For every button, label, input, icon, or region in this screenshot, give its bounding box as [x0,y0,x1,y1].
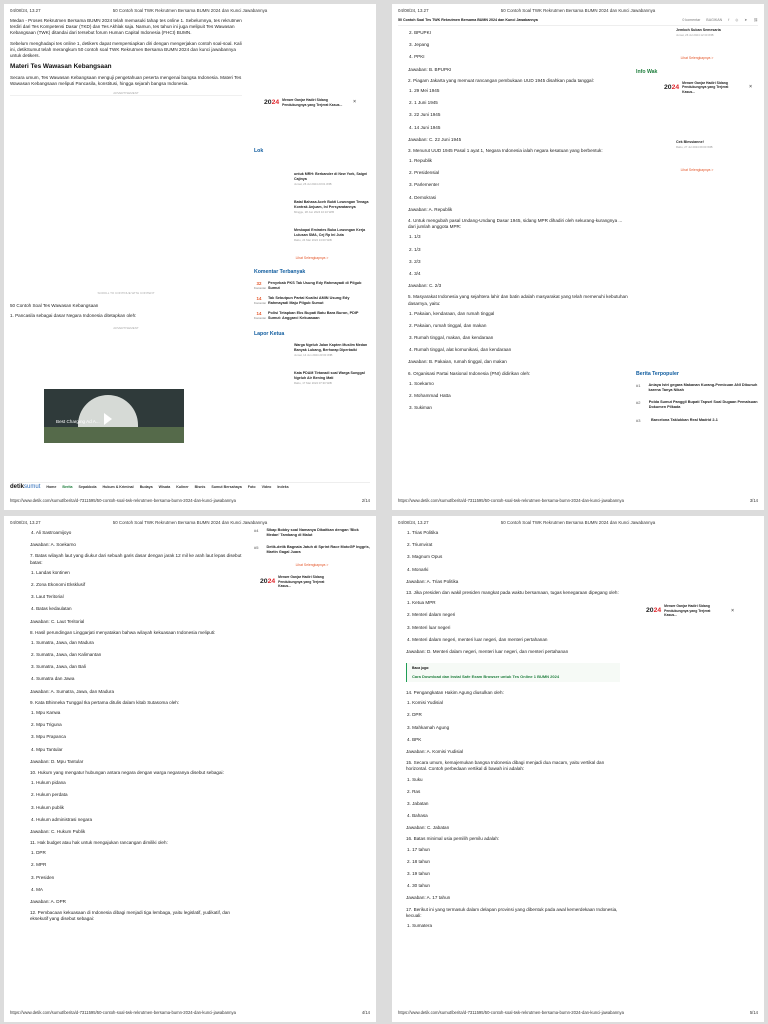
answer-option: 3. Jepang [409,42,430,48]
question-text: 10. Hukum yang mengatur hubungan antara negara dengan warga negaranya disebut sebagai: [30,769,224,775]
sidebar-news-item[interactable] [636,140,758,162]
answer-option: 2. DPR [407,712,422,718]
comment-rank-item[interactable] [254,311,370,321]
sidebar-news-item[interactable] [254,228,370,250]
page-footer [398,1010,758,1018]
read-also-label: Baca juga: [412,666,430,671]
thumbnail [254,228,290,250]
close-icon[interactable]: × [731,607,735,614]
video-caption: Best Charging Ad A... [56,419,100,424]
article-column [406,530,620,935]
page-number: 2/14 [361,498,370,503]
answer-option: 1. Komisi Yudisial [407,700,443,706]
banner-text: Menwe Ganjar Hadiri Sidang Pendukungnya yang Terjerat Kasus... [278,575,325,589]
comment-count: 14 [256,311,262,317]
site-logo[interactable]: detiksumut [10,484,41,491]
nav-item-berita[interactable]: Berita [62,485,73,490]
print-url: https://www.detik.com/sumut/berita/d-7311595/50-contoh-soal-twk-rekrutmen-bersama-bumn-2024-dan-kunci-jawabannya [10,1010,236,1015]
answer-text: Jawaban: A. Sumatra, Jawa, dan Madura [30,688,115,694]
article-column [408,30,628,417]
answer-option: 4. Ali Sastroamijoyo [31,530,72,535]
page-number: 3/14 [749,498,758,503]
nav-item-hukum[interactable]: Hukum & Kriminal [102,485,134,490]
ad-banner[interactable] [260,575,370,589]
pdf-page-4 [4,516,376,1022]
popular-title: Polda Sumut Panggil Bupati Tapsel Soal Dugaan Pemalsuan Dokumen Pilkada [648,400,758,410]
page-footer [10,498,370,506]
print-date: 04/08/24, 13.27 [398,520,429,525]
telegram-icon[interactable]: ➤ [744,18,748,23]
answer-option: 4. Demokrasi [409,194,437,200]
close-icon[interactable]: × [353,99,357,106]
print-title: 50 Contoh Soal TWK Rekrutmen Bersama BUMN 2024 dan Kunci Jawabannya [500,520,656,525]
news-date: Jumat, 26 Jul 2024 23:01 WIB [294,181,332,186]
ad-banner[interactable] [664,81,758,95]
answer-option: 4. 30 tahun [407,883,430,889]
sidebar-news-item[interactable] [254,172,370,194]
thumbnail [254,172,290,194]
sidebar-news-item[interactable] [254,343,370,365]
answer-option: 4. BPK [407,736,422,742]
pdf-page-5 [392,516,764,1022]
popular-item[interactable] [636,383,758,393]
question-text: 4. Untuk mengubah pasal Undang-Undang Dasar 1945, sidang MPR dihadiri oleh sekurang-kurangnya ... dari jumlah anggota MPR: [408,218,623,230]
page-number: 5/14 [749,1010,758,1015]
print-url: https://www.detik.com/sumut/berita/d-7311595/50-contoh-soal-twk-rekrutmen-bersama-bumn-2024-dan-kunci-jawabannya [10,498,236,503]
nav-item-wisata[interactable]: Wisata [158,485,171,490]
comment-count: 32 [256,280,262,286]
popular-item[interactable] [254,528,370,538]
nav-item-foto[interactable]: Foto [247,485,256,490]
nav-item-bisnis[interactable]: Bisnis [194,485,206,490]
video-player[interactable] [44,389,184,443]
comment-label: Komentar [254,317,267,321]
answer-option: 3. Rumah tinggal, makan, dan kendaraan [409,335,494,341]
print-title: 50 Contoh Soal TWK Rekrutmen Bersama BUMN 2024 dan Kunci Jawabannya [500,8,656,13]
answer-option: 1. Ketua MPR [407,600,436,606]
answer-option: 2. 1/3 [409,246,421,252]
page-footer [10,1010,370,1018]
read-also-box[interactable] [406,663,620,682]
answer-option: 2. Ras [407,788,421,794]
thumbnail [254,371,290,393]
answer-option: 1. Landas kontinen [31,569,70,575]
ad-label: ADVERTISEMENT [113,91,139,96]
question-text: 11. Hak budget atau hak untuk mengajukan rancangan dimiliki oleh: [30,840,168,846]
question-text: 17. Berikut ini yang termasuk dalam delapan provinsi yang dibentuk pada awal kemerdekaan Indonesia, kecuali: [406,906,618,918]
intro-paragraph-2: Sebelum menghadapi tes online 1, detikers dapat mempersiapkan diri dengan mengerjakan contoh soal-soal. Kali ini, detikSumut telah merangkum 50 contoh soal TWK Rekrutmen Bersama BUMN 2024 dan kunci jawabannya untuk detikers. [10,40,242,58]
see-more-link[interactable]: Lihat Selengkapnya > [295,562,329,567]
answer-option: 3. Parlementer [409,182,440,188]
question-text: 15. Secara umum, kemajemukan bangsa Indonesia dibagi menjadi dua macam, yaitu vertikal dan horizontal. Contoh perbedaan vertikal di bawah ini adalah: [406,760,605,772]
question-text: 14. Pengangkatan Hakim Agung diusulkan oleh: [406,690,504,696]
answer-option: 1. Hukum pidana [31,780,66,786]
print-title: 50 Contoh Soal TWK Rekrutmen Bersama BUMN 2024 dan Kunci Jawabannya [112,520,268,525]
sidebar-heading-info: Info Wak [636,68,658,75]
nav-item-sumut-bersahaya[interactable]: Sumut Bersahaya [211,485,242,490]
answer-text: Jawaban: C. Hukum Publik [30,828,86,834]
read-also-link[interactable]: Cara Download dan Instal Safe Exam Browser untuk Tes Online 1 BUMN 2024 [412,673,560,679]
answer-option: 3. 2/3 [409,258,421,264]
article-column [30,530,242,927]
answer-option: 1. Mpu Kanwa [31,710,61,715]
news-title: Warga Ngeluh Jalan Kapten Muslim Medan Banyak Lubang, Berharap Diperbaiki [294,343,368,353]
answer-option: 4. Hukum administrasi negara [31,816,93,822]
answer-option: 3. 19 tahun [407,871,430,877]
answer-option: 3. Mahkamah Agung [407,724,450,730]
popular-title: Barcelona Taklukkan Real Madrid 2-1 [651,417,718,422]
answer-option: 2. MPR [31,862,47,868]
question-text: 7. Batas wilayah laut yang diukur dari sebuah garis dasar dengan jarak 12 mil ke arah laut lepas disebut batas: [30,553,242,565]
print-date: 04/08/24, 13.27 [10,8,41,13]
answer-option: 3. 22 Juni 1945 [409,112,441,118]
answer-text: Jawaban: C. 22 Juni 1945 [408,136,462,142]
print-date: 04/08/24, 13.27 [10,520,41,525]
answer-option: 3. Sumatra, Jawa, dan Bali [31,664,86,670]
see-more-link[interactable]: Lihat Selengkapnya > [680,168,714,173]
popular-item[interactable] [636,400,758,410]
anniversary-logo: 2024 [260,578,276,586]
nav-item-sepakbola[interactable]: Sepakbola [78,485,97,490]
answer-option: 1. 1/3 [409,234,421,240]
ad-banner[interactable] [264,98,356,107]
thumbnail [254,343,290,365]
popular-title: Detik-detik Bagnaia Jatuh di Sprint Race MotoGP Inggris, Martin Gagal Juara [266,545,370,555]
answer-text: Jawaban: A. 17 tahun [406,895,451,901]
answer-text: Jawaban: C. 2/3 [408,283,442,289]
answer-option: 2. Sumatra, Jawa, dan Kalimantan [31,652,102,658]
sidebar-news-item[interactable] [636,28,758,50]
answer-option: 4. Bahasa [407,813,428,819]
question-text: 13. Jika presiden dan wakil presiden mangkat pada waktu bersamaan, tugas kenegaraan dipegang oleh: [406,589,619,595]
sidebar-heading-komentar: Komentar Terbanyak [254,268,306,275]
comment-count-link[interactable]: 0 komentar [682,18,701,23]
answer-option: 1. DPR [31,850,46,856]
banner-text: Menwe Ganjar Hadiri Sidang Pendukungnya yang Terjerat Kasus... [664,604,711,618]
news-title: Cek Blessianne! [676,140,704,145]
pdf-page-3 [392,4,764,510]
page-header [10,520,370,528]
whatsapp-icon[interactable]: ◎ [735,18,739,23]
comment-rank-item[interactable] [254,281,370,291]
answer-option: 2. BPUPKI [409,30,431,35]
ad-label-2: ADVERTISEMENT [113,325,139,330]
answer-text: Jawaban: A. DPR [30,899,67,904]
ad-continue-label: SCROLL TO CONTINUE WITH CONTENT [97,291,155,296]
ad-banner[interactable] [646,604,734,618]
question-text: 5. Masyarakat Indonesia yang sejahtera lahir dan batin adalah masyarakat yang telah memenuhi kebutuhan dasarnya, yaitu: [408,294,628,306]
answer-option: 3. Presiden [31,874,55,880]
answer-text: Jawaban: C. Jabatan [406,825,450,831]
comment-rank-title: Tak Sebutpun Partai Koalisi AMIN Usung Edy Rahmayadi Maju Pilgub Sumut [268,295,350,305]
answer-option: 4. Batas kedaulatan [31,606,72,612]
page-header [10,8,370,16]
news-title: Jemboh Suban Semesaria [676,28,721,32]
answer-option: 4. Monarki [407,566,429,572]
question-text: 12. Pembacaan kekuasaan di Indonesia dibagi menjadi tiga lembaga, yaitu legislatif, yudikatif, dan eksekutif yang disebut sebagai: [30,910,230,922]
answer-option: 4. Menteri dalam negeri, menteri luar negeri, dan menteri pertahanan [407,636,548,642]
print-url: https://www.detik.com/sumut/berita/d-7311595/50-contoh-soal-twk-rekrutmen-bersama-bumn-2024-dan-kunci-jawabannya [398,1010,624,1015]
answer-text: Jawaban: A. Trias Politika [406,578,459,584]
popular-title: Sikap Bobby soal Namanya Dikaitkan dengan 'Blok Medan' Tambang di Malut [266,528,359,538]
answer-option: 2. Menteri dalam negeri [407,612,456,618]
comment-label: Komentar [254,286,267,290]
see-more-link[interactable]: Lihat Selengkapnya > [295,256,329,261]
answer-option: 3. Hukum publik [31,804,64,810]
answer-text: Jawaban: A. Republik [408,206,453,212]
answer-option: 1. 17 tahun [407,846,430,852]
answer-text: Jawaban: A. Soekarno [30,542,76,548]
answer-text: Jawaban: C. Laut Teritorial [30,618,85,624]
intro-paragraph-1: Medan - Proses Rekrutmen Bersama BUMN 2024 telah memasuki tahap tes online 1. Sebelumnya, tes rekrutmen terdiri dari Tes Kompetensi Dasar (TKD) dan Tes Akhlak saja. Namun, tes tahun ini juga melipuit Tes Wawasan Kebangsaan (TWK) ditandai dari tersebut forum Human Capital Indonesia (FHCI) BUMN. [10,18,242,36]
news-title: untuk MRH: Berbander di New York, Saigni Cajinya [294,172,368,181]
answer-option: 3. Laut Teritorial [31,594,64,600]
comment-rank-item[interactable] [254,296,370,306]
page-number: 4/14 [361,1010,370,1015]
sidebar [254,144,370,399]
banner-text: Menwe Ganjar Hadiri Sidang Pendukungnya yang Terjerat Kasus... [282,98,343,107]
answer-option: 4. MA [31,886,43,892]
question-text: 3. Menurut UUD 1945 Pasal 1 ayat 1, Negara Indonesia ialah negara kesatuan yang berbentuk: [408,147,603,153]
site-navbar [10,482,370,492]
comment-rank-title: Penyebab PKS Tak Usung Edy Rahmayadi di Pilgub Sumut [268,280,362,290]
answer-option: 3. Mpu Prapanca [31,734,66,740]
article-column [10,18,242,330]
see-more-link[interactable]: Lihat Selengkapnya > [680,56,714,60]
answer-text: Jawaban: B. Pakaian, rumah tinggal, dan makan [408,359,507,365]
news-title: Batal Bahasa Aceh Bukti Lowongan Tenaga Kontrak Anjuam, Ini Persyaratannya [294,200,369,209]
answer-text: Jawaban: D. Menteri dalam negeri, menteri luar negeri, dan menteri pertahanan [406,648,569,654]
answer-option: 2. Hukum perdata [31,792,68,798]
sidebar-heading-popular: Berita Terpopuler [636,370,679,377]
sidebar-news-item[interactable] [254,200,370,222]
nav-item-home[interactable]: Home [46,485,57,490]
answer-option: 3. Sukiman [409,405,432,411]
news-title: Kata PDAM Tirtanadi soal Warga Sunggal Ngeluh Air Bening Mati [294,371,365,381]
news-date: Rabu, 17 Mar 2024 07:30 WIB [294,381,332,386]
print-url: https://www.detik.com/sumut/berita/d-7311595/50-contoh-soal-twk-rekrutmen-bersama-bumn-2024-dan-kunci-jawabannya [398,498,624,503]
comment-label: Komentar [254,301,267,305]
thumbnail [636,28,672,50]
question-1: 1. Pancasila sebagai dasar Negara Indonesia ditetapkan oleh: [10,313,137,319]
play-icon[interactable] [104,413,112,425]
answer-option: 1. Suku [407,776,423,782]
ad-space [10,95,242,291]
page-footer [398,498,758,506]
news-date: Jumat, 14 Jun 2024 23:00 WIB [294,353,333,358]
nav-item-budaya[interactable]: Budaya [139,485,153,490]
page-header [398,8,758,16]
answer-option: 4. Rumah tinggal, alat komunikasi, dan kendaraan [409,347,512,353]
answer-option: 4. 14 Juni 1945 [409,124,441,130]
question-text: 8. Hasil perundingan Linggarjati menyatakan bahwa wilayah kekuasaan Indonesia meliputi: [30,629,216,635]
question-text: 9. Kata Bhinneka Tunggal Ika pertama ditulis dalam kitab Sutasoma oleh: [30,699,180,705]
answer-option: 1. Republik [409,158,432,164]
answer-option: 2. 18 tahun [407,858,430,864]
sticky-article-bar [398,16,758,26]
answer-text: Jawaban: D. Mpu Tantular [30,758,84,764]
banner-text: Menwe Ganjar Hadiri Sidang Pendukungnya yang Terjerat Kasus... [682,80,729,94]
sidebar [254,528,370,589]
close-icon[interactable]: × [749,84,753,91]
answer-option: 4. Sumatra dan Jawa [31,676,75,682]
answer-option: 4. 3/4 [409,270,421,276]
print-date: 04/08/24, 13.27 [398,8,429,13]
answer-option: 1. Trias Politika [407,530,439,535]
thumbnail [254,200,290,222]
thumbnail [636,140,672,162]
answer-option: 2. Zona Ekonomi Eksklusif [31,581,86,587]
popular-title: Aniaya Istri gegara Makanan Kurang-Pemicuan ANI Dibunuh karena Tanya Nikah [648,383,758,393]
answer-option: 2. Triumvirat [407,542,433,548]
answer-option: 4. PPKI [409,54,425,60]
answer-text: Jawaban: B. BPUPKI [408,66,452,72]
comment-count: 14 [256,295,262,301]
video-thumbnail-ground [44,427,184,443]
answer-option: 1. Sumatera [407,922,433,928]
popular-rank: #3 [636,417,641,423]
nav-item-kuliner[interactable]: Kuliner [176,485,189,490]
answer-option: 2. 1 Juni 1945 [409,100,438,106]
answer-option: 3. Jabatan [407,800,429,806]
link-icon[interactable]: ⛓ [753,18,758,23]
news-date: Minggu, 28 Jun 2024 10:10 WIB [294,209,334,214]
nav-item-video[interactable]: Video [261,485,272,490]
answer-text: Jawaban: A. Komisi Yudisial [406,748,464,754]
popular-rank: #4 [254,528,259,533]
question-text: 16. Batas minimal usia pemilih pemilu adalah: [406,836,500,842]
sidebar-heading-lok: Lok [254,148,264,154]
answer-option: 1. Pakaian, kendaraan, dan rumah tinggal [409,310,495,316]
sticky-title: 50 Contoh Soal Tes TWK Rekrutmen Bersama BUMN 2024 dan Kunci Jawabannya [398,18,538,23]
answer-option: 2. Mpu Triguna [31,722,62,728]
answer-option: 1. Soekarno [409,380,434,386]
news-date: Jumat, 26 Jul 2024 12:30 WIB [676,32,714,37]
answer-option: 2. Pakaian, rumah tinggal, dan makan [409,322,487,328]
section-paragraph: Secara umum, Tes Wawasan Kebangsaan menguji pengetahuan peserta mengenai bangsa Indonesia. Materi Tes Wawasan Kebangsaan meliputi Pancasila, konstitusi, hingga sejarah bangsa Indonesia. [10,74,242,86]
question-text: 6. Organisasi Partai Nasional Indonesia (PNI) didirikan oleh: [408,370,531,376]
page-header [398,520,758,528]
news-date: Rabu, 24 Mar 2024 13:00 WIB [294,237,332,242]
popular-rank: #5 [254,545,259,551]
answer-option: 3. Menteri luar negeri [407,624,451,630]
facebook-icon[interactable]: f [728,18,730,23]
sidebar-news-item[interactable] [254,371,370,393]
nav-item-indeks[interactable]: Indeks [277,485,289,490]
list-title: 50 Contoh Soal Tes Wawasan Kebangsaan [10,303,99,309]
anniversary-logo: 2024 [664,83,680,91]
popular-rank: #2 [636,400,641,406]
print-title: 50 Contoh Soal TWK Rekrutmen Bersama BUMN 2024 dan Kunci Jawabannya [112,8,268,13]
anniversary-logo: 2024 [264,99,280,106]
news-title: Meskapai Emirates Buka Lowongan Kerja Lulusan SMA, Cej Rp Ini Juta [294,228,366,237]
news-date: Rabu, 27 Jul 2024 09:00 WIB [676,145,713,150]
anniversary-logo: 2024 [646,607,662,615]
sidebar-heading-lapor: Lapor Ketua [254,331,285,338]
popular-rank: #1 [636,383,641,388]
popular-item[interactable] [254,545,370,555]
answer-option: 2. Mohammad Hatta [409,393,451,398]
question-text: 2. Piagam Jakarta yang memuat rancangan pembukaan UUD 1945 disahkan pada tanggal: [408,77,594,83]
comment-rank-title: Polisi Tetapkan Eks Bupati Batu Bara Buron, PDIP Sumut: Anggarci Kekuasaan [268,311,359,321]
section-heading: Materi Tes Wawasan Kebangsaan [10,63,112,71]
popular-item[interactable] [636,418,758,423]
pdf-page-2 [4,4,376,510]
answer-option: 1. 29 Mei 1945 [409,87,440,93]
answer-option: 1. Sumatra, Jawa, dan Madura [31,639,94,645]
sidebar [636,28,758,430]
answer-option: 2. Presidensial [409,170,440,176]
answer-option: 4. Mpu Tantular [31,746,63,752]
share-label: BAGIKAN [706,18,723,23]
answer-option: 3. Magnum Opus [407,554,443,560]
